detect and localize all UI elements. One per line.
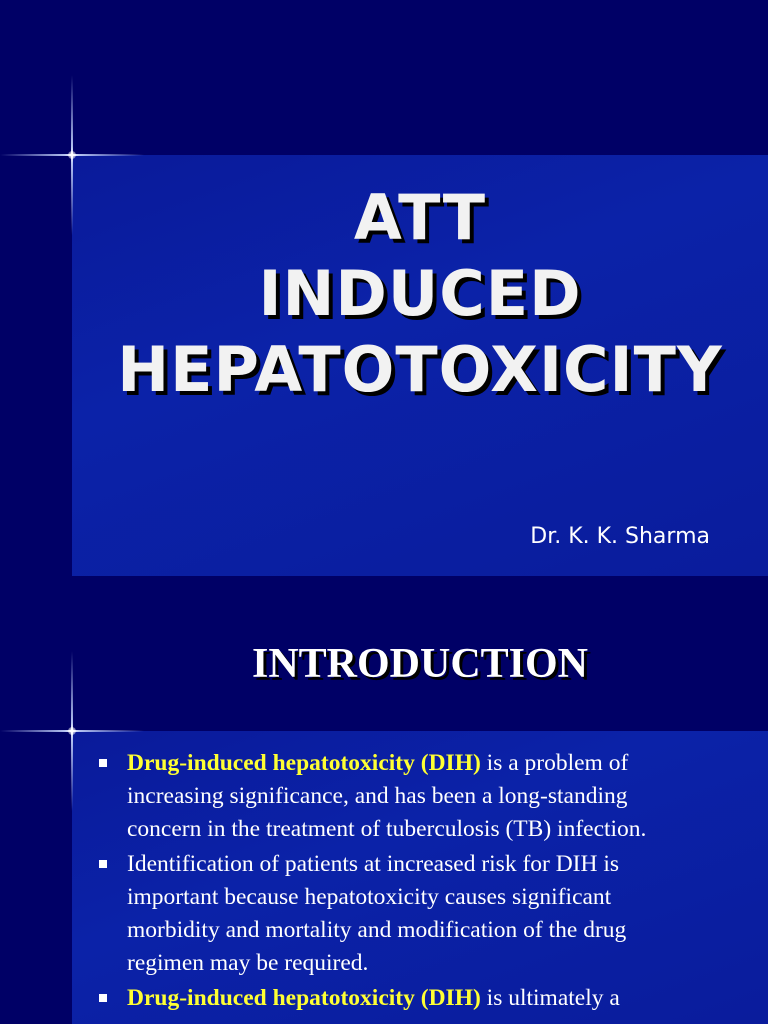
title-line: HEPATOTOXICITY xyxy=(117,333,723,406)
bullet-item xyxy=(96,982,706,1015)
bullet-item xyxy=(96,747,706,846)
bullet-list xyxy=(96,747,706,1017)
bullet-text: is ultimately a xyxy=(480,985,620,1011)
bullet-item xyxy=(96,848,706,980)
bullet-text: Identification of patients at increased risk for DIH is important because hepatotoxicity causes significant morbidity and mortality and modification of the drug regimen may be required. xyxy=(127,851,627,976)
bullet-highlight: Drug-induced hepatotoxicity (DIH) xyxy=(127,985,481,1011)
bullet-highlight: Drug-induced hepatotoxicity (DIH) xyxy=(127,750,481,776)
author-name: Dr. K. K. Sharma xyxy=(530,524,710,549)
title-line: INDUCED xyxy=(258,257,582,330)
slide-title xyxy=(72,180,768,408)
introduction-slide xyxy=(0,576,768,1024)
slide-heading: INTRODUCTION xyxy=(251,641,589,687)
bullet-square-icon xyxy=(99,860,107,868)
bullet-text: is a problem of increasing significance, and has been a long-standing concern in the treatment of tuberculosis (TB) infection. xyxy=(127,750,647,842)
title-line: ATT xyxy=(353,181,487,254)
bullet-square-icon xyxy=(99,994,107,1002)
bullet-square-icon xyxy=(99,759,107,767)
